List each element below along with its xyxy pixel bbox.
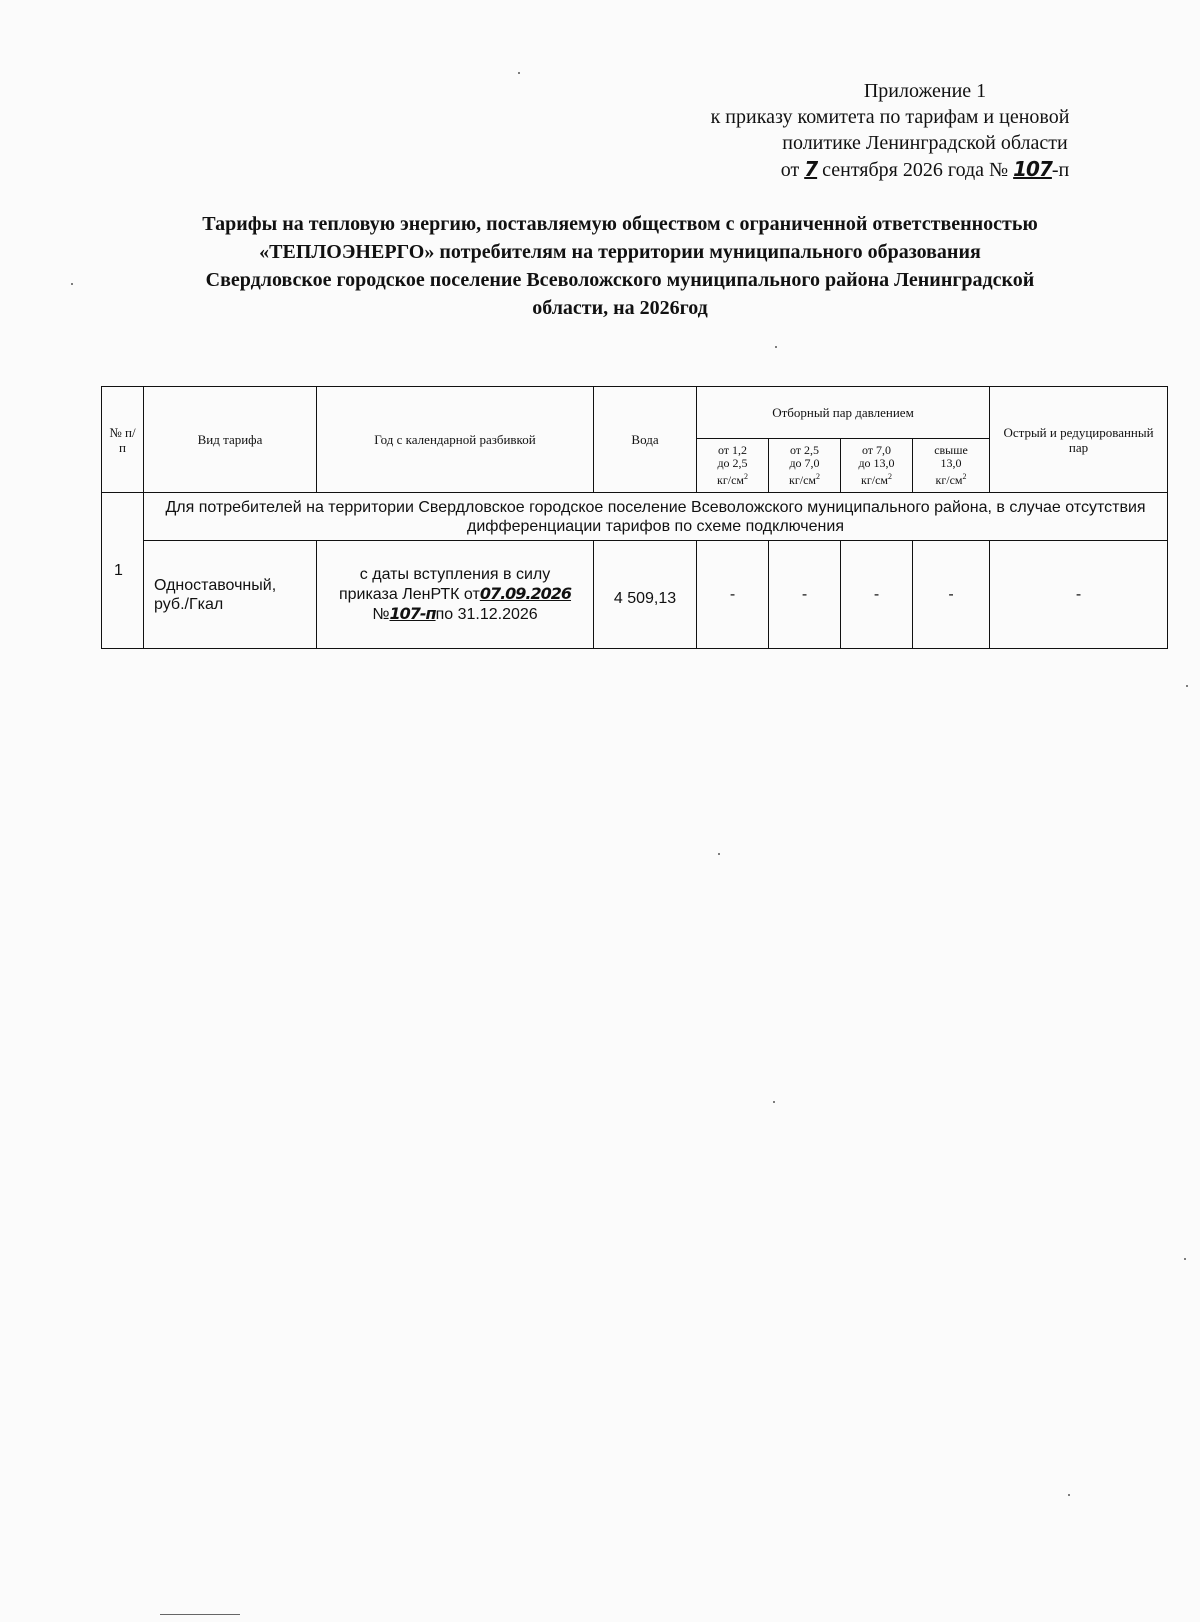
header-pressure-4: свыше 13,0 $кг/см^2$ [913, 439, 990, 493]
header-pressure-2: от 2,5 до 7,0 $кг/см^2$ [769, 439, 841, 493]
appendix-order-suffix: -п [1051, 159, 1070, 181]
scan-speck [718, 853, 720, 855]
handwritten-date: 07.09.2026 [479, 584, 572, 603]
appendix-line-3: политике Ленинградской области [782, 132, 1068, 154]
scan-speck [71, 283, 73, 285]
scan-speck [1186, 685, 1188, 687]
header-num: № п/п [102, 387, 144, 493]
appendix-order-number: 107 [1013, 157, 1052, 181]
appendix-title: Приложение 1 [863, 80, 987, 102]
cell-water: 4 509,13 [594, 541, 697, 649]
scan-edge-line [160, 1614, 240, 1615]
appendix-date-day: 7 [804, 157, 818, 181]
group-note: Для потребителей на территории Свердловское городское поселение Всеволожского муниципального района, в случае отсутствия дифференциации тарифов по схеме подключения [144, 493, 1168, 541]
cell-period: с даты вступления в силу приказа ЛенРТК от07.09.2026 №107-ппо 31.12.2026 [317, 541, 594, 649]
table-group-row [102, 493, 1168, 541]
title-line-3: Свердловское городское поселение Всеволожского муниципального района Ленинградской [205, 269, 1035, 291]
appendix-date-rest: сентября 2026 года № [822, 159, 1009, 181]
scan-speck [1068, 1494, 1070, 1496]
tariff-table [101, 386, 1168, 649]
cell-sharp-steam: - [990, 541, 1168, 649]
header-water: Вода [594, 387, 697, 493]
cell-tariff: Одноставочный, руб./Гкал [144, 541, 317, 649]
table-row [102, 541, 1168, 649]
cell-pressure-4: - [913, 541, 990, 649]
header-tariff-type: Вид тарифа [144, 387, 317, 493]
table-header-row [102, 387, 1168, 439]
header-pressure-1: от 1,2 до 2,5 $кг/см^2$ [697, 439, 769, 493]
cell-pressure-2: - [769, 541, 841, 649]
header-year: Год с календарной разбивкой [317, 387, 594, 493]
scan-speck [518, 72, 520, 74]
handwritten-order-number: 107-п [389, 604, 436, 623]
cell-pressure-1: - [697, 541, 769, 649]
header-steam-group: Отборный пар давлением [697, 387, 990, 439]
cell-pressure-3: - [841, 541, 913, 649]
title-line-1: Тарифы на тепловую энергию, поставляемую обществом с ограниченной ответственностью [202, 213, 1038, 235]
title-line-2: «ТЕПЛОЭНЕРГО» потребителям на территории муниципального образования [259, 241, 981, 263]
row-number: 1 [102, 493, 144, 649]
scan-speck [773, 1101, 775, 1103]
document-title [100, 210, 1140, 322]
appendix-date-line [620, 156, 1160, 183]
appendix-line-2: к приказу комитета по тарифам и ценовой [710, 106, 1070, 128]
scan-speck [1184, 1258, 1186, 1260]
scan-speck [775, 346, 777, 348]
header-sharp-steam: Острый и редуцированный пар [990, 387, 1168, 493]
title-line-4: области, на 2026год [532, 297, 708, 319]
header-pressure-3: от 7,0 до 13,0 $кг/см^2$ [841, 439, 913, 493]
appendix-date-prefix: от [780, 159, 800, 181]
appendix-header [620, 78, 1160, 183]
